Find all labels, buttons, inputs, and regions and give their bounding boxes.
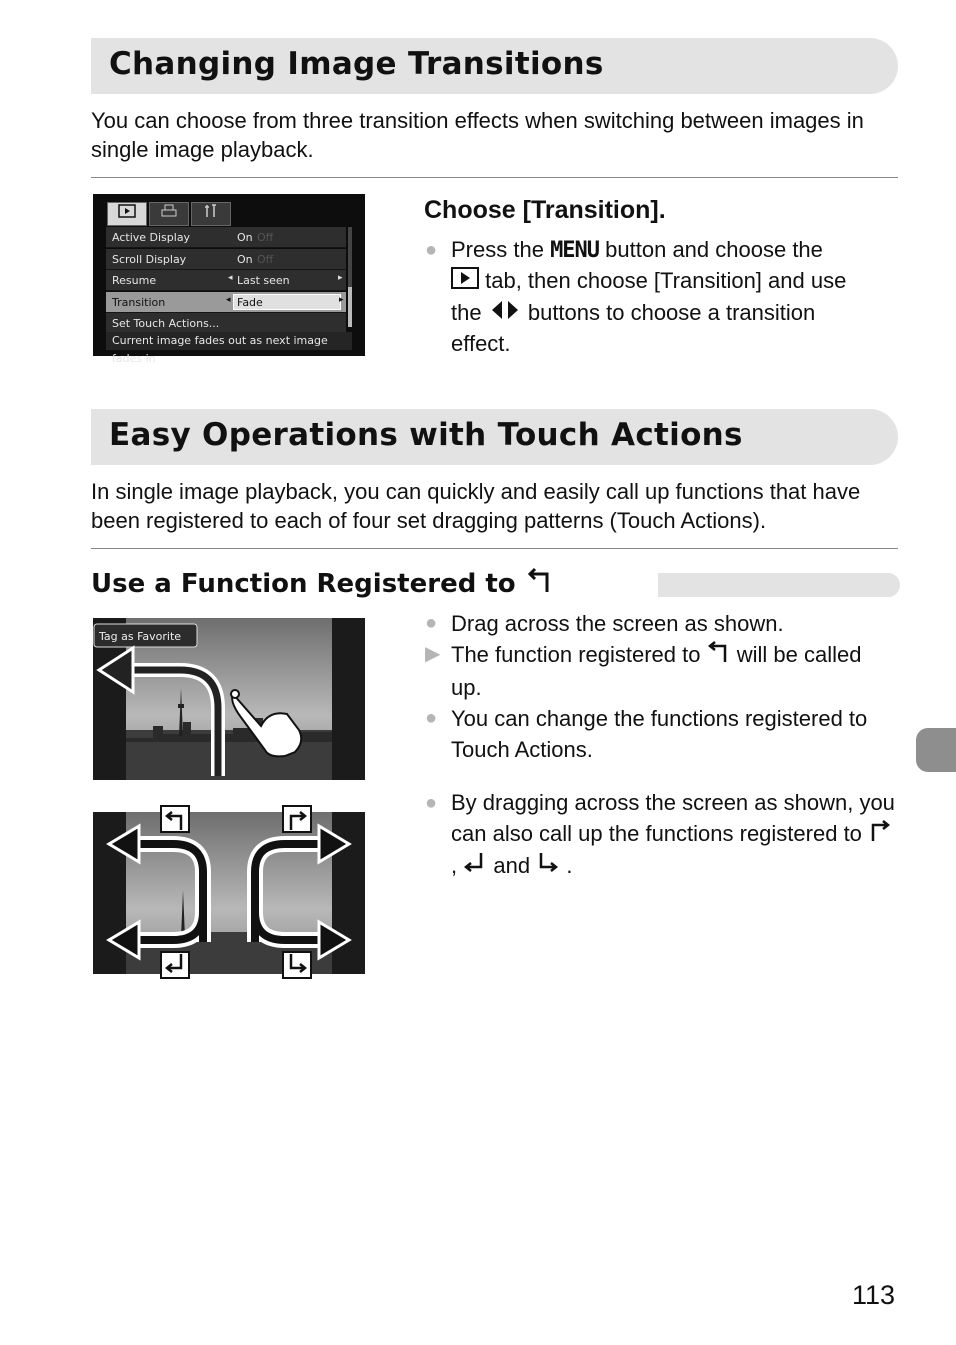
camera-menu-screenshot (93, 194, 365, 365)
list-item: ▶ The function registered to will be called up. (425, 639, 895, 703)
touch-instructions (425, 608, 895, 765)
bullet-icon: ● (425, 707, 438, 730)
menu-scrollbar (348, 227, 352, 327)
section-banner-transitions (91, 38, 898, 94)
down-right-gesture-icon (536, 851, 560, 884)
left-arrow-icon: ◂ (228, 273, 233, 283)
bullet-icon: ● (425, 239, 438, 261)
bullet-icon: ● (425, 792, 438, 814)
section-intro: You can choose from three transition effects when switching between images in single image playback. (91, 108, 864, 162)
list-item: ● You can change the functions registered to Touch Actions. (425, 703, 895, 765)
up-left-gesture-icon (525, 566, 555, 603)
chapter-tab (916, 728, 956, 772)
up-right-gesture-icon (868, 819, 892, 852)
step-instructions (425, 235, 895, 360)
list-item: ● By dragging across the screen as shown, you can also call up the functions registered to , and . (425, 788, 895, 884)
menu-row-scroll-display: Scroll Display On Off (106, 249, 346, 270)
section-intro: In single image playback, you can quickly and easily call up functions that have been registered to each of four set dragging patterns (Touch Actions). (91, 479, 861, 533)
right-arrow-icon: ▸ (339, 294, 344, 305)
left-right-buttons-icon (488, 299, 522, 330)
divider (91, 177, 898, 178)
menu-row-transition: Transition ◂ Fade ▸ (106, 292, 346, 313)
playback-tab-icon (451, 267, 479, 298)
section-banner-touch-actions (91, 409, 898, 465)
subheading-bar (658, 573, 900, 597)
page-number: 113 (852, 1280, 896, 1310)
bullet-icon: ● (425, 612, 438, 634)
menu-row-active-display: Active Display On Off (106, 227, 346, 248)
down-left-gesture-icon (463, 851, 487, 884)
divider (91, 548, 898, 549)
section-title: Easy Operations with Touch Actions (109, 417, 743, 453)
gesture-arrows-illustration (93, 812, 365, 974)
print-tab-icon (149, 202, 189, 226)
left-arrow-icon: ◂ (226, 294, 231, 305)
tag-favorite-label: Tag as Favorite (99, 630, 182, 643)
result-arrow-icon: ▶ (425, 643, 441, 665)
menu-row-resume: Resume ◂ Last seen ▸ (106, 270, 346, 291)
more-gestures-instructions (425, 788, 895, 884)
menu-footer-hint: Current image fades out as next image fades in (106, 332, 352, 350)
menu-word: MENU (550, 237, 600, 263)
list-item: ● Press the MENU button and choose the tab, then choose [Transition] and use the buttons to choose a transition effect. (425, 237, 847, 357)
subheading: Use a Function Registered to (91, 566, 555, 603)
menu-row-set-touch-actions: Set Touch Actions... (106, 313, 346, 334)
tools-tab-icon (191, 202, 231, 226)
right-arrow-icon: ▸ (338, 273, 343, 283)
section-title: Changing Image Transitions (109, 46, 604, 82)
menu-tabs (107, 202, 233, 224)
step-title: Choose [Transition]. (424, 196, 666, 224)
four-gestures-screenshot (93, 812, 365, 974)
play-tab-icon (107, 202, 147, 226)
touch-action-screenshot (93, 618, 365, 780)
up-left-gesture-icon (707, 640, 731, 672)
list-item: ● Drag across the screen as shown. (425, 608, 895, 639)
